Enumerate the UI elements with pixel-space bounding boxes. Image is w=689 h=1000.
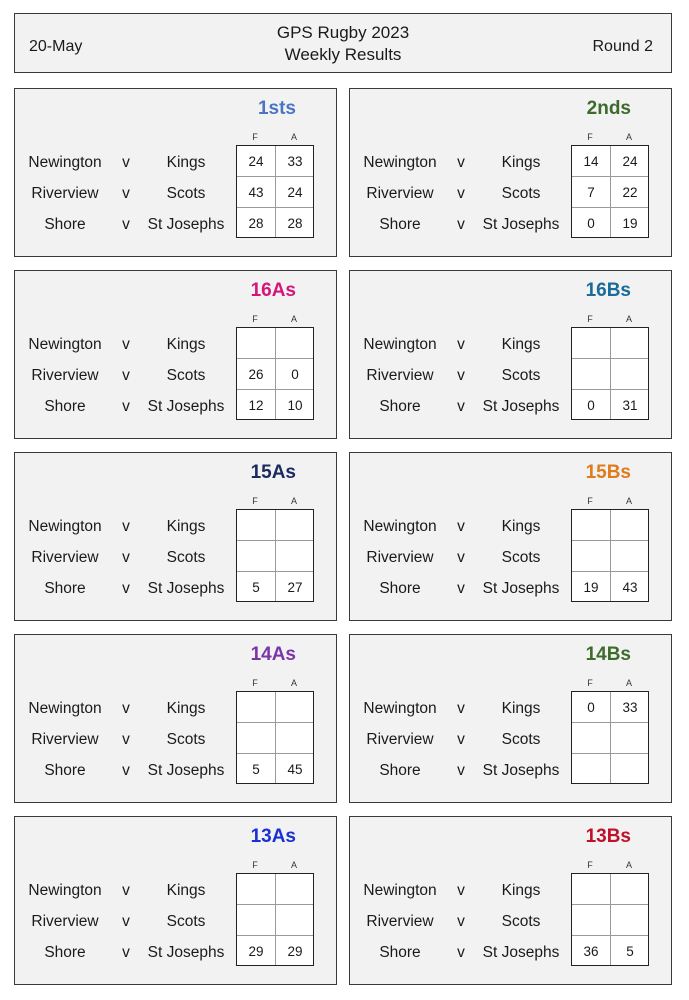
versus-label: v	[457, 700, 465, 717]
score-against: 24	[622, 154, 638, 169]
for-column-label: F	[252, 132, 258, 142]
title-line-1: GPS Rugby 2023	[276, 23, 410, 42]
home-team: Shore	[379, 944, 421, 961]
away-team: St Josephs	[482, 944, 560, 961]
grid-divider	[237, 722, 313, 723]
versus-label: v	[457, 216, 465, 233]
home-team: Newington	[28, 518, 102, 535]
versus-label: v	[457, 549, 465, 566]
away-team: Scots	[501, 549, 541, 566]
grid-divider	[572, 358, 648, 359]
away-team: Scots	[501, 913, 541, 930]
round-label: Round 2	[592, 38, 653, 55]
score-for: 0	[587, 216, 595, 231]
score-grid	[571, 145, 649, 238]
score-for: 7	[587, 185, 595, 200]
home-team: Shore	[44, 762, 86, 779]
home-team: Riverview	[31, 185, 99, 202]
home-team: Riverview	[366, 731, 434, 748]
grid-divider	[572, 540, 648, 541]
for-column-label: F	[587, 314, 593, 324]
for-column-label: F	[587, 496, 593, 506]
score-grid	[236, 327, 314, 420]
score-grid	[571, 691, 649, 784]
panel-title: 14As	[250, 644, 296, 665]
panel-13bs	[349, 816, 672, 985]
against-column-label: A	[290, 860, 297, 870]
versus-label: v	[457, 518, 465, 535]
versus-label: v	[457, 944, 465, 961]
versus-label: v	[122, 580, 130, 597]
score-against: 22	[622, 185, 638, 200]
grid-divider	[572, 904, 648, 905]
versus-label: v	[122, 367, 130, 384]
away-team: Kings	[501, 154, 541, 171]
grid-divider	[237, 904, 313, 905]
score-for: 24	[248, 154, 264, 169]
for-column-label: F	[587, 860, 593, 870]
against-column-label: A	[290, 678, 297, 688]
title-line-2: Weekly Results	[284, 45, 402, 64]
versus-label: v	[122, 398, 130, 415]
against-column-label: A	[625, 496, 632, 506]
versus-label: v	[122, 882, 130, 899]
away-team: Scots	[501, 731, 541, 748]
against-column-label: A	[625, 860, 632, 870]
away-team: Kings	[166, 518, 206, 535]
versus-label: v	[122, 944, 130, 961]
score-against: 27	[287, 580, 303, 595]
versus-label: v	[122, 518, 130, 535]
score-for: 14	[583, 154, 599, 169]
home-team: Riverview	[366, 913, 434, 930]
versus-label: v	[457, 882, 465, 899]
versus-label: v	[122, 336, 130, 353]
score-against: 31	[622, 398, 638, 413]
home-team: Newington	[363, 882, 437, 899]
score-for: 36	[583, 944, 599, 959]
away-team: St Josephs	[147, 216, 225, 233]
home-team: Shore	[379, 216, 421, 233]
page-title	[15, 22, 671, 66]
versus-label: v	[457, 185, 465, 202]
score-grid	[236, 145, 314, 238]
panel-title: 13As	[250, 826, 296, 847]
match-date: 20-May	[29, 38, 83, 55]
panel-title: 14Bs	[585, 644, 631, 665]
panel-1sts	[14, 88, 337, 257]
score-against: 33	[287, 154, 303, 169]
away-team: St Josephs	[482, 216, 560, 233]
score-against: 10	[287, 398, 303, 413]
versus-label: v	[122, 154, 130, 171]
score-for: 0	[587, 398, 595, 413]
versus-label: v	[457, 154, 465, 171]
away-team: Kings	[501, 700, 541, 717]
versus-label: v	[457, 762, 465, 779]
against-column-label: A	[290, 496, 297, 506]
home-team: Riverview	[31, 367, 99, 384]
panel-title: 16As	[250, 280, 296, 301]
panel-13as	[14, 816, 337, 985]
score-grid	[236, 873, 314, 966]
score-for: 43	[248, 185, 264, 200]
versus-label: v	[122, 762, 130, 779]
panel-15bs	[349, 452, 672, 621]
panel-16bs	[349, 270, 672, 439]
for-column-label: F	[587, 678, 593, 688]
away-team: Kings	[501, 518, 541, 535]
score-against: 0	[291, 367, 299, 382]
away-team: Kings	[166, 154, 206, 171]
for-column-label: F	[252, 860, 258, 870]
panel-2nds	[349, 88, 672, 257]
score-for: 5	[252, 580, 260, 595]
score-for: 5	[252, 762, 260, 777]
away-team: Kings	[166, 882, 206, 899]
versus-label: v	[457, 731, 465, 748]
for-column-label: F	[587, 132, 593, 142]
home-team: Newington	[28, 882, 102, 899]
home-team: Shore	[379, 398, 421, 415]
score-grid	[571, 327, 649, 420]
home-team: Riverview	[31, 913, 99, 930]
home-team: Newington	[28, 154, 102, 171]
grid-divider	[572, 753, 648, 754]
away-team: St Josephs	[147, 398, 225, 415]
home-team: Newington	[28, 700, 102, 717]
score-grid	[571, 873, 649, 966]
versus-label: v	[457, 367, 465, 384]
away-team: Scots	[501, 185, 541, 202]
home-team: Riverview	[31, 549, 99, 566]
results-header	[14, 13, 672, 73]
score-for: 19	[583, 580, 599, 595]
score-against: 43	[622, 580, 638, 595]
home-team: Newington	[363, 336, 437, 353]
home-team: Newington	[363, 154, 437, 171]
away-team: St Josephs	[482, 398, 560, 415]
home-team: Shore	[379, 580, 421, 597]
home-team: Newington	[363, 700, 437, 717]
panel-title: 2nds	[586, 98, 631, 119]
score-against: 29	[287, 944, 303, 959]
for-column-label: F	[252, 496, 258, 506]
score-grid	[236, 509, 314, 602]
versus-label: v	[122, 731, 130, 748]
versus-label: v	[457, 913, 465, 930]
against-column-label: A	[625, 678, 632, 688]
score-against: 28	[287, 216, 303, 231]
score-for: 0	[587, 700, 595, 715]
away-team: Scots	[501, 367, 541, 384]
score-for: 29	[248, 944, 264, 959]
home-team: Riverview	[31, 731, 99, 748]
home-team: Shore	[44, 944, 86, 961]
away-team: Scots	[166, 913, 206, 930]
versus-label: v	[122, 216, 130, 233]
home-team: Shore	[44, 216, 86, 233]
versus-label: v	[457, 336, 465, 353]
score-against: 24	[287, 185, 303, 200]
panel-title: 15As	[250, 462, 296, 483]
home-team: Newington	[28, 336, 102, 353]
home-team: Newington	[363, 518, 437, 535]
panel-16as	[14, 270, 337, 439]
home-team: Riverview	[366, 549, 434, 566]
against-column-label: A	[290, 314, 297, 324]
score-against: 45	[287, 762, 303, 777]
versus-label: v	[122, 185, 130, 202]
score-for: 26	[248, 367, 264, 382]
panel-title: 15Bs	[585, 462, 631, 483]
panel-title: 13Bs	[585, 826, 631, 847]
home-team: Shore	[44, 580, 86, 597]
home-team: Riverview	[366, 185, 434, 202]
away-team: St Josephs	[147, 580, 225, 597]
away-team: Scots	[166, 367, 206, 384]
away-team: Scots	[166, 731, 206, 748]
panel-title: 16Bs	[585, 280, 631, 301]
away-team: Scots	[166, 185, 206, 202]
score-for: 12	[248, 398, 264, 413]
versus-label: v	[457, 398, 465, 415]
score-against: 33	[622, 700, 638, 715]
panel-title: 1sts	[257, 98, 296, 119]
score-for: 28	[248, 216, 264, 231]
away-team: Kings	[166, 336, 206, 353]
away-team: St Josephs	[147, 762, 225, 779]
score-against: 5	[626, 944, 634, 959]
grid-divider	[237, 540, 313, 541]
away-team: Kings	[501, 336, 541, 353]
score-grid	[236, 691, 314, 784]
away-team: Kings	[501, 882, 541, 899]
home-team: Riverview	[366, 367, 434, 384]
panel-14bs	[349, 634, 672, 803]
for-column-label: F	[252, 314, 258, 324]
away-team: Kings	[166, 700, 206, 717]
for-column-label: F	[252, 678, 258, 688]
score-against: 19	[622, 216, 638, 231]
versus-label: v	[122, 913, 130, 930]
versus-label: v	[457, 580, 465, 597]
away-team: Scots	[166, 549, 206, 566]
away-team: St Josephs	[482, 762, 560, 779]
panel-14as	[14, 634, 337, 803]
against-column-label: A	[625, 132, 632, 142]
panel-15as	[14, 452, 337, 621]
versus-label: v	[122, 549, 130, 566]
away-team: St Josephs	[482, 580, 560, 597]
against-column-label: A	[625, 314, 632, 324]
versus-label: v	[122, 700, 130, 717]
against-column-label: A	[290, 132, 297, 142]
home-team: Shore	[44, 398, 86, 415]
home-team: Shore	[379, 762, 421, 779]
score-grid	[571, 509, 649, 602]
away-team: St Josephs	[147, 944, 225, 961]
